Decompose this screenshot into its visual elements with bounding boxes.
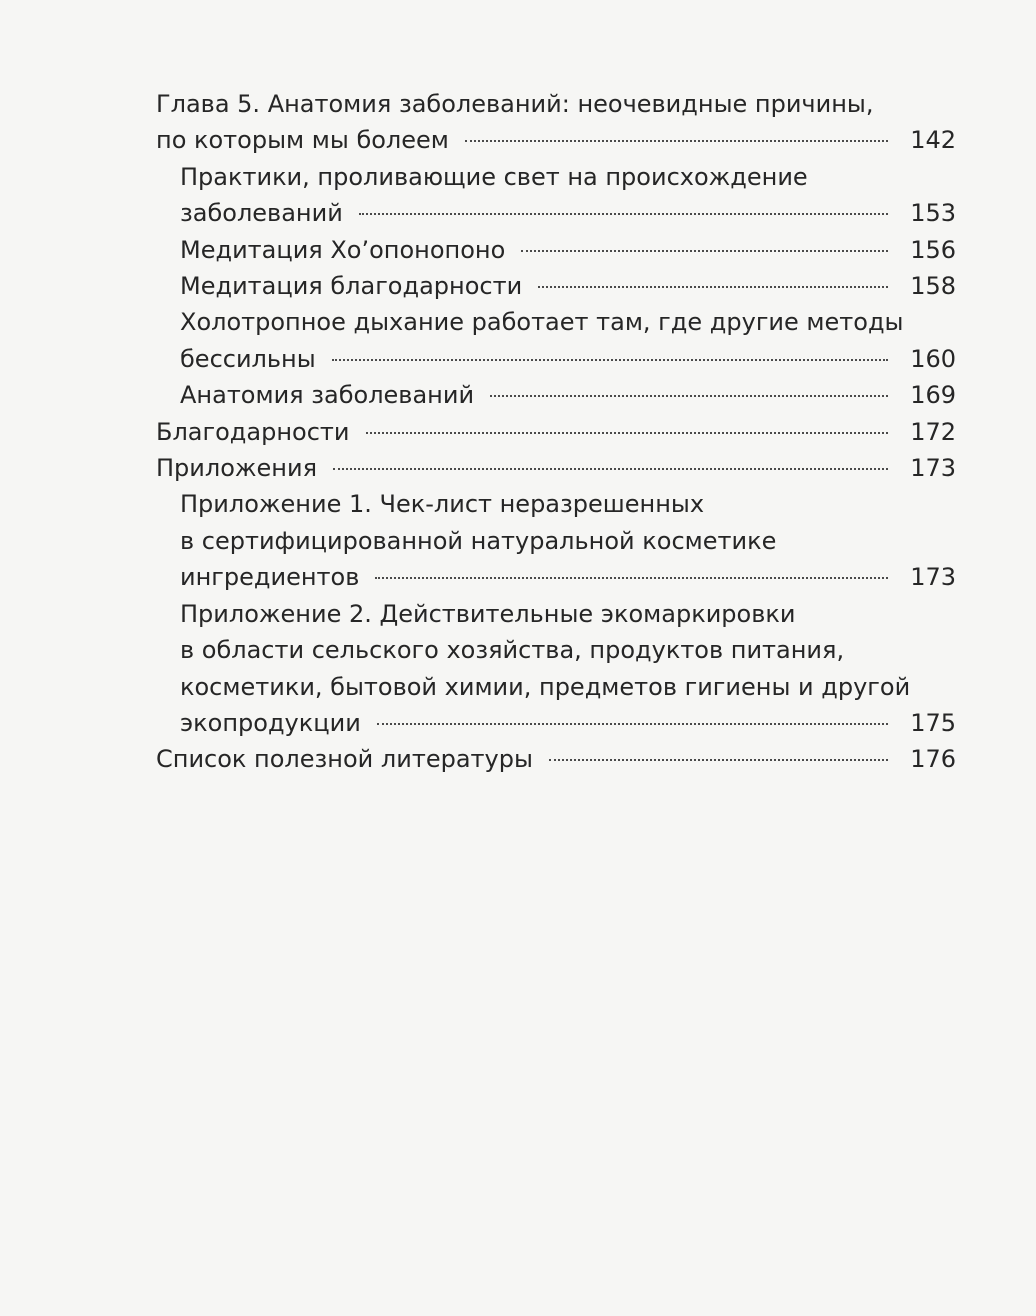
toc-entry-title-line: Благодарности xyxy=(156,417,350,446)
toc-entry-title-line: в сертифицированной натуральной косметике xyxy=(180,526,777,555)
toc-entry-title-line: бессильны xyxy=(180,344,316,373)
dot-leader xyxy=(333,468,888,470)
toc-entry-title-line: косметики, бытовой химии, предметов гигиены и другой xyxy=(180,672,911,701)
dot-leader xyxy=(375,577,888,579)
toc-entry-title-line: Холотропное дыхание работает там, где другие методы xyxy=(180,308,904,337)
toc-entry[interactable] xyxy=(156,377,956,413)
toc-entry-title-line: Медитация Хо’опонопоно xyxy=(180,235,506,264)
page-number: 169 xyxy=(910,381,956,410)
page-number: 156 xyxy=(910,235,956,264)
table-of-contents xyxy=(156,86,956,778)
page-number: 175 xyxy=(910,708,956,737)
toc-entry-title-line: в области сельского хозяйства, продуктов питания, xyxy=(180,636,845,665)
dot-leader xyxy=(538,286,888,288)
toc-entry[interactable] xyxy=(156,232,956,268)
toc-entry-title-line: заболеваний xyxy=(180,199,343,228)
dot-leader xyxy=(377,723,888,725)
toc-entry[interactable] xyxy=(156,86,956,159)
toc-entry-last-line xyxy=(180,268,956,304)
dot-leader xyxy=(359,213,888,215)
dot-leader xyxy=(332,359,889,361)
page-number: 158 xyxy=(910,272,956,301)
dot-leader xyxy=(549,759,888,761)
toc-entry[interactable] xyxy=(156,596,956,742)
toc-entry-last-line xyxy=(180,559,956,595)
toc-entry-title-line: Медитация благодарности xyxy=(180,272,523,301)
toc-entry-last-line xyxy=(156,414,956,450)
toc-entry-last-line xyxy=(180,377,956,413)
toc-entry-last-line xyxy=(180,705,956,741)
page-number: 173 xyxy=(910,454,956,483)
page-number: 153 xyxy=(910,199,956,228)
page-number: 160 xyxy=(910,344,956,373)
toc-entry-title-line: ингредиентов xyxy=(180,563,360,592)
toc-entry-title-line: Список полезной литературы xyxy=(156,745,533,774)
toc-entry-last-line xyxy=(156,450,956,486)
toc-entry-last-line xyxy=(180,232,956,268)
page-number: 176 xyxy=(910,745,956,774)
toc-entry[interactable] xyxy=(156,414,956,450)
toc-entry[interactable] xyxy=(156,486,956,595)
page-number: 142 xyxy=(910,126,956,155)
toc-entry-title-line: Практики, проливающие свет на происхождение xyxy=(180,162,808,191)
toc-entry[interactable] xyxy=(156,741,956,777)
page-number: 172 xyxy=(910,417,956,446)
toc-entry-last-line xyxy=(156,741,956,777)
toc-entry[interactable] xyxy=(156,304,956,377)
toc-entry-last-line xyxy=(180,195,956,231)
toc-entry-title-line: по которым мы болеем xyxy=(156,126,449,155)
toc-entry-title-line: экопродукции xyxy=(180,708,361,737)
toc-entry-title-line: Приложения xyxy=(156,454,318,483)
toc-entry-title-line: Приложение 2. Действительные экомаркировки xyxy=(180,599,796,628)
dot-leader xyxy=(465,140,888,142)
toc-entry-last-line xyxy=(156,122,956,158)
toc-entry-title-line: Приложение 1. Чек-лист неразрешенных xyxy=(180,490,705,519)
toc-entry-title-line: Глава 5. Анатомия заболеваний: неочевидные причины, xyxy=(156,90,874,118)
dot-leader xyxy=(521,250,888,252)
dot-leader xyxy=(366,432,889,434)
toc-entry[interactable] xyxy=(156,268,956,304)
toc-entry-title-line: Анатомия заболеваний xyxy=(180,381,475,410)
toc-entry[interactable] xyxy=(156,450,956,486)
page-number: 173 xyxy=(910,563,956,592)
toc-entry-last-line xyxy=(180,341,956,377)
toc-entry[interactable] xyxy=(156,159,956,232)
dot-leader xyxy=(490,395,888,397)
